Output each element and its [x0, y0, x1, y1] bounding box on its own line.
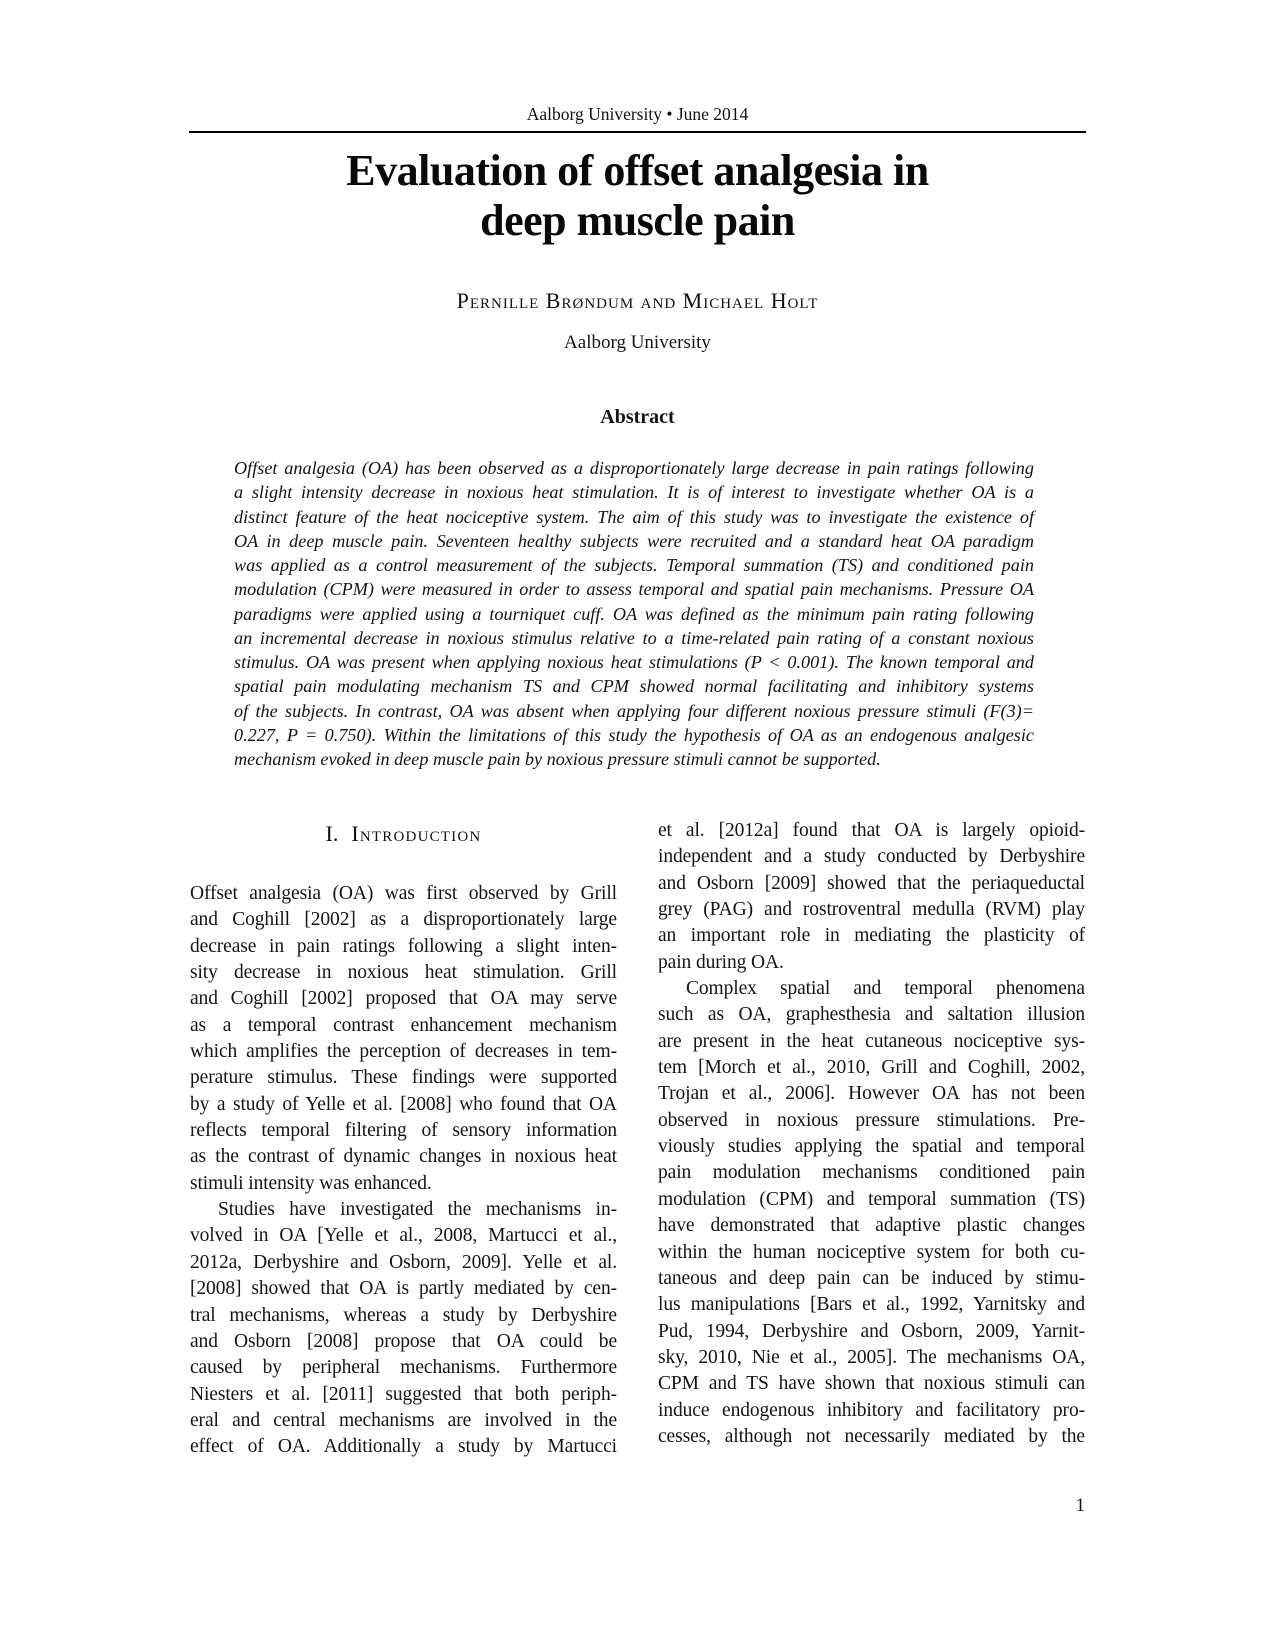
text-line: Pud, 1994, Derbyshire and Osborn, 2009, Yarnit- [658, 1320, 1085, 1342]
text-line: eral and central mechanisms are involved in the [190, 1409, 617, 1431]
paper-title [0, 146, 1275, 245]
text-line: viously studies applying the spatial and temporal [658, 1136, 1085, 1158]
text-line: effect of OA. Additionally a study by Martucci [190, 1436, 617, 1458]
text-line: have demonstrated that adaptive plastic changes [658, 1215, 1085, 1237]
text-line: as a temporal contrast enhancement mechanism [190, 1014, 617, 1036]
text-line: modulation (CPM) and temporal summation (TS) [658, 1188, 1085, 1210]
text-line: Studies have investigated the mechanisms in- [218, 1199, 617, 1221]
text-line: Niesters et al. [2011] suggested that both periph- [190, 1383, 617, 1405]
text-line: caused by peripheral mechanisms. Furthermore [190, 1357, 617, 1379]
text-line: which amplifies the perception of decreases in tem- [190, 1041, 617, 1063]
header-rule [189, 131, 1086, 133]
text-line: induce endogenous inhibitory and facilitatory pro- [658, 1399, 1085, 1421]
text-line: observed in noxious pressure stimulations. Pre- [658, 1109, 1085, 1131]
text-line: independent and a study conducted by Derbyshire [658, 846, 1085, 868]
text-line: CPM and TS have shown that noxious stimuli can [658, 1373, 1085, 1395]
affiliation-line: Aalborg University [564, 332, 711, 353]
text-line: of the subjects. In contrast, OA was absent when applying four different noxious pressure stimuli (F(3)= [234, 700, 1034, 721]
page-number: 1 [1075, 1495, 1085, 1516]
text-line: tem [Morch et al., 2010, Grill and Coghill, 2002, [658, 1057, 1085, 1079]
text-line: a slight intensity decrease in noxious heat stimulation. It is of interest to investigate whether OA is a [234, 482, 1034, 503]
running-header: Aalborg University • June 2014 [526, 104, 749, 124]
authors-line: Pernille Brøndum and Michael Holt [456, 288, 819, 313]
text-line: grey (PAG) and rostroventral medulla (RVM) play [658, 899, 1085, 921]
text-line: was applied as a control measurement of the subjects. Temporal summation (TS) and conditioned pain [234, 555, 1034, 575]
text-line: stimuli intensity was enhanced. [190, 1172, 432, 1194]
text-line: volved in OA [Yelle et al., 2008, Martucci et al., [190, 1225, 617, 1247]
text-line: mechanism evoked in deep muscle pain by noxious pressure stimuli cannot be supported. [234, 749, 881, 769]
text-line: taneous and deep pain can be induced by stimu- [658, 1267, 1085, 1289]
text-line: cesses, although not necessarily mediated by the [658, 1425, 1085, 1447]
text-line: sky, 2010, Nie et al., 2005]. The mechanisms OA, [658, 1346, 1085, 1368]
text-line: Complex spatial and temporal phenomena [686, 978, 1085, 1000]
text-line: tral mechanisms, whereas a study by Derbyshire [190, 1304, 617, 1326]
text-line: Evaluation of offset analgesia in [346, 146, 929, 195]
text-line: perature stimulus. These findings were supported [190, 1067, 617, 1089]
text-line: OA in deep muscle pain. Seventeen healthy subjects were recruited and a standard heat OA paradigm [234, 530, 1034, 551]
text-line: modulation (CPM) were measured in order to assess temporal and spatial pain mechanisms. Pressure OA [234, 579, 1034, 600]
text-line: pain modulation mechanisms conditioned pain [658, 1162, 1085, 1184]
text-line: by a study of Yelle et al. [2008] who found that OA [190, 1093, 617, 1115]
text-line: 2012a, Derbyshire and Osborn, 2009]. Yelle et al. [190, 1251, 617, 1273]
text-line: and Coghill [2002] as a disproportionately large [190, 909, 617, 931]
text-line: an important role in mediating the plasticity of [658, 925, 1085, 947]
text-line: paradigms were applied using a tourniquet cuff. OA was defined as the minimum pain rating following [234, 603, 1034, 624]
text-line: reflects temporal filtering of sensory information [190, 1120, 617, 1142]
text-line: et al. [2012a] found that OA is largely opioid- [658, 820, 1085, 841]
section-heading-introduction [190, 820, 617, 848]
text-line: within the human nociceptive system for both cu- [658, 1241, 1085, 1263]
text-line: pain during OA. [658, 951, 784, 973]
text-line: and Osborn [2008] propose that OA could be [190, 1330, 617, 1352]
abstract-heading: Abstract [600, 406, 675, 428]
text-line: as the contrast of dynamic changes in noxious heat [190, 1146, 617, 1168]
text-line: deep muscle pain [480, 195, 795, 245]
section-number: I. [325, 821, 339, 846]
text-line: are present in the heat cutaneous nociceptive sys- [658, 1030, 1085, 1052]
text-line: and Osborn [2009] showed that the periaqueductal [658, 872, 1085, 894]
right-column [658, 818, 1085, 1450]
text-line: [2008] showed that OA is partly mediated by cen- [190, 1278, 617, 1300]
left-column [190, 881, 617, 1461]
text-line: distinct feature of the heat nociceptive system. The aim of this study was to investigate the existence of [234, 506, 1034, 527]
abstract-body [234, 456, 1034, 771]
text-line: sity decrease in noxious heat stimulation. Grill [190, 962, 617, 984]
text-line: 0.227, P = 0.750). Within the limitations of this study the hypothesis of OA as an endogenous analgesic [234, 724, 1034, 745]
text-line: Offset analgesia (OA) was first observed by Grill [190, 883, 617, 904]
text-line: and Coghill [2002] proposed that OA may serve [190, 988, 617, 1010]
text-line: stimulus. OA was present when applying noxious heat stimulations (P < 0.001). The known temporal and [234, 652, 1034, 672]
text-line: such as OA, graphesthesia and saltation illusion [658, 1004, 1085, 1026]
text-line: an incremental decrease in noxious stimulus relative to a time-related pain rating of a constant noxious [234, 627, 1034, 648]
text-line: spatial pain modulating mechanism TS and CPM showed normal facilitating and inhibitory systems [234, 676, 1034, 697]
text-line: Trojan et al., 2006]. However OA has not been [658, 1083, 1085, 1105]
section-label: Introduction [351, 821, 482, 846]
text-line: decrease in pain ratings following a slight inten- [190, 935, 617, 957]
text-line: lus manipulations [Bars et al., 1992, Yarnitsky and [658, 1294, 1085, 1316]
text-line: Offset analgesia (OA) has been observed as a disproportionately large decrease in pain ratings following [234, 458, 1034, 478]
